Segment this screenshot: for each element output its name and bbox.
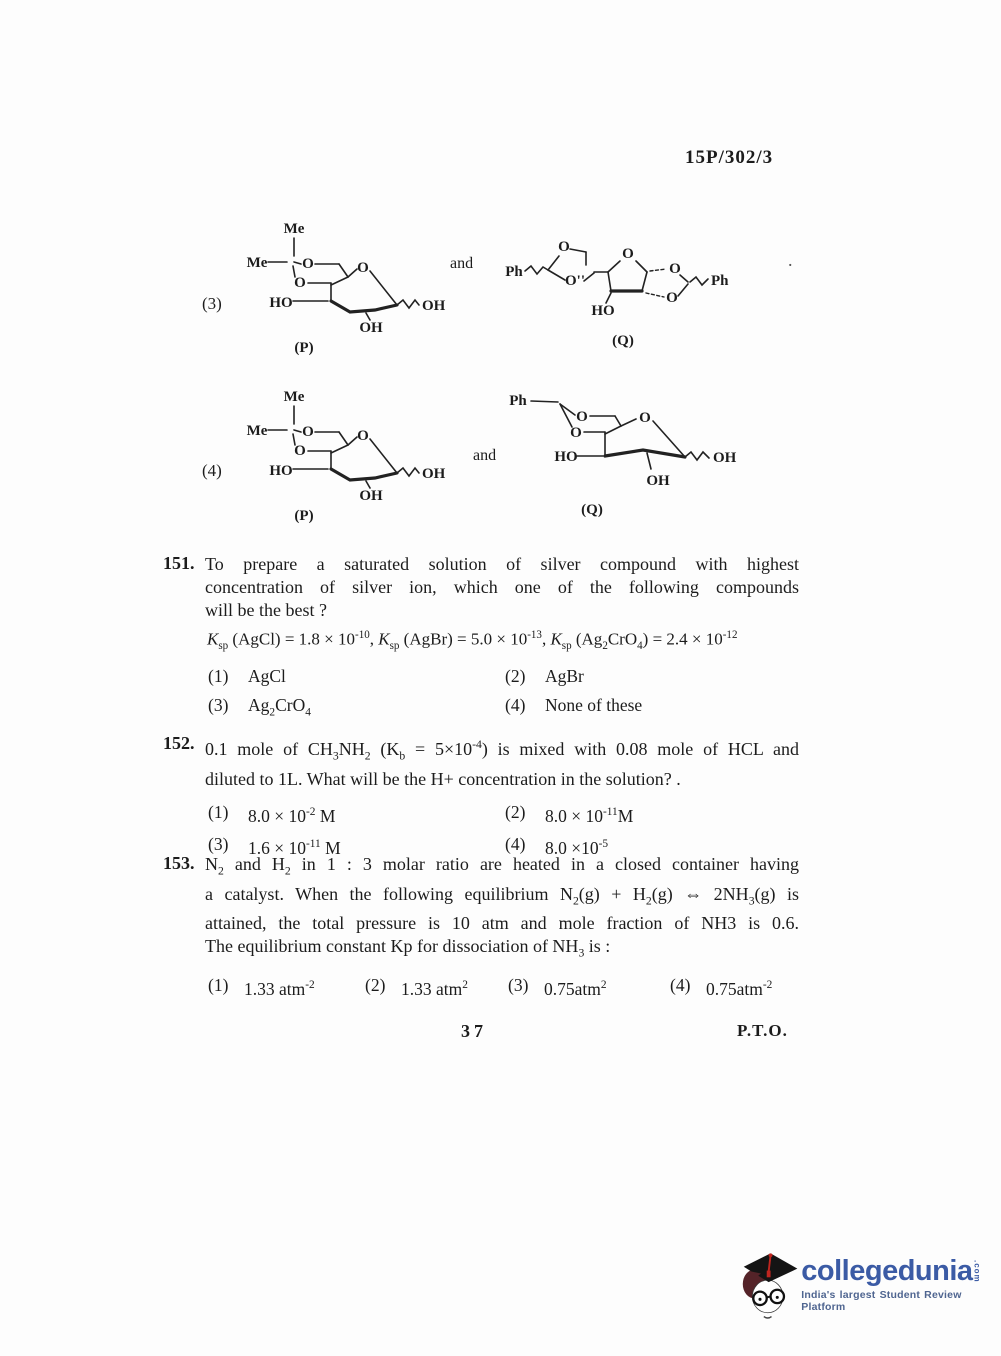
question-line: $N_2$ and $H_2$ in 1 : 3 molar ratio are heated in a closed container having	[205, 854, 799, 878]
question-line: concentration of silver ion, which one of the following compounds	[205, 577, 799, 597]
structure-4-P-diagram	[200, 383, 460, 528]
atom-label-o: O	[576, 409, 588, 425]
atom-label-me: Me	[283, 221, 305, 237]
option-153-4	[670, 973, 772, 1001]
mascot-eye-left	[758, 1298, 761, 1301]
atom-label-o-stereo: O''	[564, 273, 586, 289]
atom-label-oh: OH	[422, 298, 446, 314]
option-value: $8.0 \times 10^{-2}$ M	[248, 805, 336, 826]
stray-period: .	[788, 250, 793, 270]
ksp-values-line: $K_{sp}$ (AgCl) = $1.8 \times 10^{-10}$, $K_{sp}$ (AgBr) = $5.0 \times 10^{-13}$, $K_{sp}$ $(Ag_2CrO_4) = 2.4 \times 10^{-12}$	[207, 629, 738, 653]
option-value: None of these	[545, 695, 643, 716]
atom-label-ho: HO	[269, 295, 293, 311]
atom-label-o: O	[666, 290, 678, 306]
atom-label-o: O	[302, 424, 314, 440]
question-line: will be the best ?	[205, 600, 327, 620]
question-line: a catalyst. When the following equilibrium $N_2(g) + H_2(g)$ ⇔ $2NH_3(g)$ is	[205, 883, 800, 908]
atom-label-oh: OH	[646, 473, 670, 489]
question-line: diluted to 1L. What will be the H+ concentration in the solution? .	[205, 768, 681, 789]
atom-label-o: O	[570, 425, 582, 441]
question-line: 0.1 mole of $CH_3NH_2$ $(K_b = 5\times 10^{-4})$ is mixed with 0.08 mole of HCL and	[205, 738, 799, 763]
option-number: (4)	[670, 974, 691, 995]
mascot-glasses-bridge	[767, 1296, 771, 1297]
question-153	[163, 853, 799, 1001]
option-151-2	[505, 664, 584, 688]
option-153-3	[508, 973, 670, 1001]
atom-label-me: Me	[283, 389, 305, 405]
option-152-2	[505, 800, 633, 828]
and-conjunction: and	[450, 255, 474, 272]
option-value: $Ag_2CrO_4$	[248, 695, 311, 719]
question-151-text	[205, 553, 799, 622]
question-153-text	[205, 853, 799, 965]
question-line: To prepare a saturated solution of silver compound with highest	[205, 554, 799, 574]
structure-q-label: (Q)	[581, 502, 603, 518]
atom-label-oh: OH	[359, 320, 383, 336]
option-number: (2)	[505, 801, 526, 822]
option-number: (4)	[505, 695, 526, 716]
paper-code: 15P/302/3	[685, 147, 774, 168]
option-number: (1)	[208, 974, 229, 995]
question-151	[163, 553, 799, 725]
options-row	[208, 973, 799, 1001]
option-number: (4)	[505, 834, 526, 855]
page-number: 37	[461, 1021, 487, 1041]
mascot-tassel	[767, 1271, 771, 1278]
atom-label-ph: Ph	[711, 273, 729, 289]
mascot-mouth	[764, 1317, 772, 1318]
atom-label-ho: HO	[554, 449, 578, 465]
logo-brand-suffix: .com	[972, 1260, 982, 1283]
option-number: (2)	[505, 666, 526, 687]
option-151-4	[505, 693, 642, 725]
atom-label-ho: HO	[591, 303, 615, 319]
option-153-1	[208, 973, 365, 1001]
collegedunia-logo	[738, 1244, 1001, 1324]
option-number: (3)	[208, 695, 229, 716]
atom-label-ring-o: O	[357, 428, 369, 444]
question-151-number: 151.	[163, 553, 195, 573]
figure-4-number: (4)	[202, 461, 222, 480]
and-conjunction: and	[473, 447, 497, 464]
atom-label-o: O	[294, 443, 306, 459]
question-line: The equilibrium constant Kp for dissociation of $NH_3$ is :	[205, 936, 611, 960]
option-152-1	[208, 800, 505, 828]
option-number: (1)	[208, 801, 229, 822]
atom-label-oh: OH	[713, 450, 737, 466]
option-value: 0.75atm$^{-2}$	[706, 978, 773, 999]
atom-label-o: O	[558, 239, 570, 255]
option-value: $8.0 \times 10^{-11}M$	[545, 805, 634, 826]
structure-p-label: (P)	[294, 508, 314, 524]
option-value: AgBr	[545, 666, 584, 687]
options-row	[208, 664, 799, 688]
question-153-number: 153.	[163, 853, 195, 873]
options-row	[208, 693, 799, 725]
option-value: $1.6 \times 10^{-11}$ M	[248, 838, 341, 859]
option-number: (1)	[208, 666, 229, 687]
atom-label-ph: Ph	[505, 264, 523, 280]
question-line: attained, the total pressure is 10 atm and mole fraction of NH3 is 0.6.	[205, 913, 799, 934]
question-152-number: 152.	[163, 733, 195, 753]
atom-label-o: O	[302, 256, 314, 272]
collegedunia-mascot-icon	[738, 1244, 799, 1324]
structure-p-label: (P)	[294, 340, 314, 356]
question-152-text	[205, 733, 799, 791]
options-row	[208, 800, 799, 828]
atom-label-me: Me	[246, 423, 268, 439]
atom-label-oh: OH	[359, 488, 383, 504]
question-152	[163, 733, 799, 860]
option-151-1	[208, 664, 505, 688]
atom-label-ring-o: O	[622, 246, 634, 262]
structure-3-P-diagram	[200, 215, 460, 360]
option-151-3	[208, 693, 505, 725]
option-value: AgCl	[248, 666, 286, 687]
atom-label-oh: OH	[422, 466, 446, 482]
logo-text-block	[801, 1256, 1001, 1313]
atom-label-ring-o: O	[639, 410, 651, 426]
atom-label-ph: Ph	[509, 393, 527, 409]
atom-label-o: O	[669, 261, 681, 277]
option-value: 0.75atm$^2$	[544, 978, 607, 999]
atom-label-ring-o: O	[357, 260, 369, 276]
option-number: (3)	[508, 974, 529, 995]
option-value: $8.0 \times 10^{-5}$	[545, 838, 609, 859]
option-number: (3)	[208, 834, 229, 855]
option-value: 1.33 atm$^2$	[401, 978, 468, 999]
figure-3-number: (3)	[202, 294, 222, 313]
structure-4-Q-diagram	[495, 385, 755, 525]
logo-brand-text: collegedunia	[801, 1255, 973, 1287]
structure-3-Q-diagram	[480, 225, 740, 355]
structure-q-label: (Q)	[612, 333, 634, 349]
pto-label: P.T.O.	[737, 1021, 788, 1040]
atom-label-o: O	[294, 275, 306, 291]
atom-label-ho: HO	[269, 463, 293, 479]
option-153-2	[365, 973, 508, 1001]
atom-label-me: Me	[246, 255, 268, 271]
logo-tagline: India's largest Student Review Platform	[801, 1289, 962, 1313]
option-number: (2)	[365, 974, 386, 995]
logo-brand-row	[801, 1256, 1001, 1286]
mascot-eye-right	[776, 1296, 779, 1299]
option-value: 1.33 atm$^{-2}$	[244, 978, 315, 999]
